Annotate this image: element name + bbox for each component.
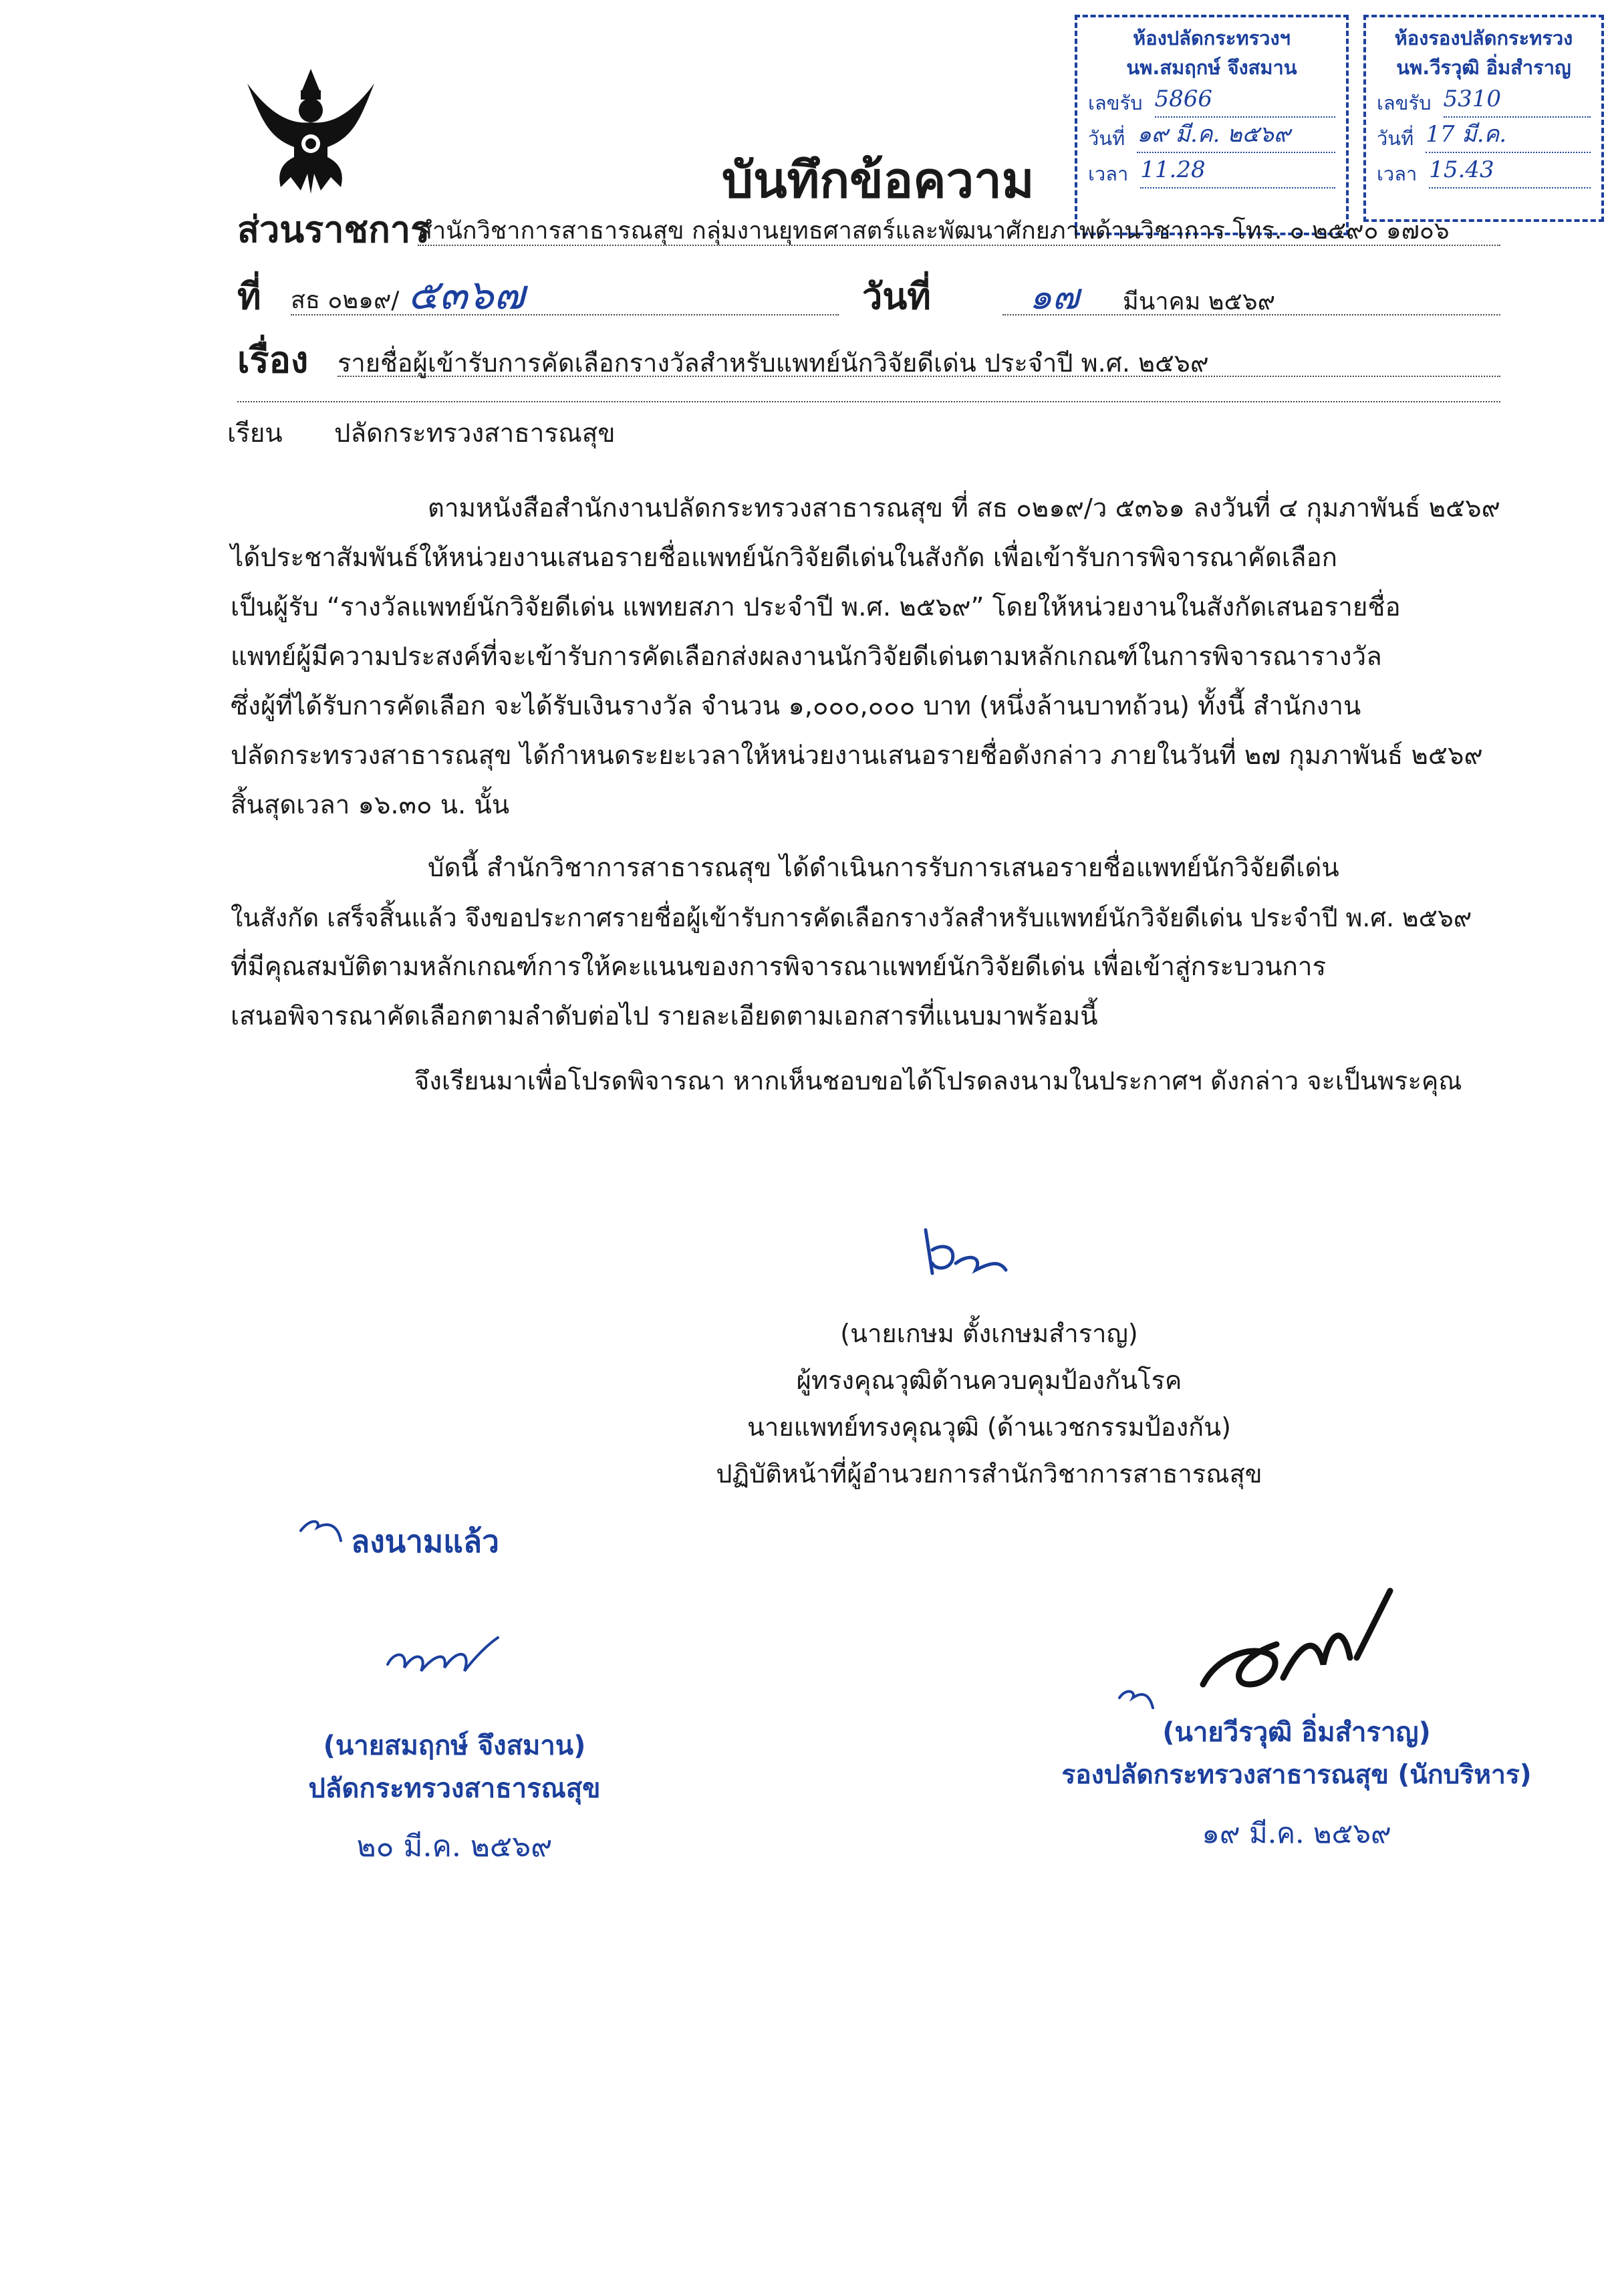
date-rest: มีนาคม ๒๕๖๙ xyxy=(1123,288,1276,315)
paragraph-1-line: ซึ่งผู้ที่ได้รับการคัดเลือก จะได้รับเงินรางวัล จำนวน ๑,๐๐๐,๐๐๐ บาท (หนึ่งล้านบาทถ้วน) ทั้งนี้ สำนักงาน xyxy=(231,691,1361,721)
stamp-date-value: 17 มี.ค. xyxy=(1426,118,1591,153)
paragraph-1-line: ตามหนังสือสำนักงานปลัดกระทรวงสาธารณสุข ที่ สธ ๐๒๑๙/ว ๕๓๖๑ ลงวันที่ ๔ กุมภาพันธ์ ๒๕๖๙ xyxy=(428,493,1500,523)
agency-dotline xyxy=(418,245,1500,246)
signer-position-3: ปฏิบัติหน้าที่ผู้อำนวยการสำนักวิชาการสาธารณสุข xyxy=(716,1459,1262,1489)
signer-signature xyxy=(916,1223,1009,1290)
paragraph-1-line: ปลัดกระทรวงสาธารณสุข ได้กำหนดระยะเวลาให้หน่วยงานเสนอรายชื่อดังกล่าว ภายในวันที่ ๒๗ กุมภาพันธ์ ๒๕๖๙ xyxy=(231,741,1483,771)
approval-right-signature xyxy=(1190,1584,1403,1704)
stamp-title: ห้องปลัดกระทรวงฯ xyxy=(1133,27,1291,49)
ref-prefix: สธ ๐๒๑๙/ xyxy=(291,287,400,314)
subject-value: รายชื่อผู้เข้ารับการคัดเลือกรางวัลสำหรับแพทย์นักวิจัยดีเด่น ประจำปี พ.ศ. ๒๕๖๙ xyxy=(338,348,1209,378)
stamp-time-label: เวลา xyxy=(1088,162,1129,185)
subject-dotline-2 xyxy=(237,401,1500,402)
receipt-stamp-right xyxy=(1363,15,1604,222)
stamp-date-label: วันที่ xyxy=(1088,126,1125,150)
date-day: ๑๗ xyxy=(1029,275,1079,317)
approval-right-mark xyxy=(1116,1684,1156,1711)
ref-label: ที่ xyxy=(237,275,261,317)
stamp-recv-label: เลขรับ xyxy=(1088,91,1143,114)
stamp-time-label: เวลา xyxy=(1377,162,1418,185)
document-title: บันทึกข้อความ xyxy=(722,152,1035,209)
signer-position-2: นายแพทย์ทรงคุณวุฒิ (ด้านเวชกรรมป้องกัน) xyxy=(747,1412,1231,1442)
subject-label: เรื่อง xyxy=(237,339,309,381)
date-label: วันที่ xyxy=(862,275,931,317)
approval-right-position: รองปลัดกระทรวงสาธารณสุข (นักบริหาร) xyxy=(1061,1760,1532,1790)
approval-left-date: ๒๐ มี.ค. ๒๕๖๙ xyxy=(356,1829,553,1864)
paragraph-1-line: สิ้นสุดเวลา ๑๖.๓๐ น. นั้น xyxy=(231,790,510,820)
paragraph-2-line: ในสังกัด เสร็จสิ้นแล้ว จึงขอประกาศรายชื่อผู้เข้ารับการคัดเลือกรางวัลสำหรับแพทย์นักวิจัยดีเด่น ประจำปี พ.ศ. ๒๕๖๙ xyxy=(231,903,1472,932)
receipt-stamp-left xyxy=(1075,15,1349,235)
stamp-time-value: 15.43 xyxy=(1429,153,1591,188)
garuda-emblem-icon xyxy=(241,63,381,197)
approval-right-block xyxy=(1056,1711,1537,1870)
agency-label: ส่วนราชการ xyxy=(237,209,430,251)
stamp-date-label: วันที่ xyxy=(1377,126,1414,150)
paragraph-2-line: ที่มีคุณสมบัติตามหลักเกณฑ์การให้คะแนนของการพิจารณาแพทย์นักวิจัยดีเด่น เพื่อเข้าสู่กระบวนการ xyxy=(231,952,1327,982)
stamp-owner: นพ.วีรวุฒิ อิ่มสำราญ xyxy=(1396,55,1571,79)
paragraph-2-line: เสนอพิจารณาคัดเลือกตามลำดับต่อไป รายละเอียดตามเอกสารที่แนบมาพร้อมนี้ xyxy=(231,1001,1098,1031)
approval-left-mark xyxy=(297,1514,344,1547)
stamp-date-value: ๑๙ มี.ค. ๒๕๖๙ xyxy=(1137,118,1335,153)
approval-right-name: (นายวีรวุฒิ อิ่มสำราญ) xyxy=(1162,1717,1431,1748)
stamp-recv-value: 5866 xyxy=(1155,82,1336,118)
stamp-title: ห้องรองปลัดกระทรวง xyxy=(1394,27,1573,49)
signer-position-1: ผู้ทรงคุณวุฒิด้านควบคุมป้องกันโรค xyxy=(796,1366,1182,1395)
paragraph-1-line: แพทย์ผู้มีความประสงค์ที่จะเข้ารับการคัดเลือกส่งผลงานนักวิจัยดีเด่นตามหลักเกณฑ์ในการพิจารณารางวัล xyxy=(231,642,1382,672)
approval-left-block xyxy=(281,1725,628,1884)
agency-value: สำนักวิชาการสาธารณสุข กลุ่มงานยุทธศาสตร์และพัฒนาศักยภาพด้านวิชาการ โทร. ๐ ๒๕๙๐ ๑๗๐๖ xyxy=(418,217,1450,245)
approval-left-signature xyxy=(381,1631,501,1691)
signer-block xyxy=(668,1310,1310,1497)
stamp-time-value: 11.28 xyxy=(1140,153,1335,188)
stamp-recv-label: เลขรับ xyxy=(1377,91,1432,114)
salutation-label: เรียน xyxy=(227,418,283,449)
approval-left-position: ปลัดกระทรวงสาธารณสุข xyxy=(308,1773,601,1804)
ref-number: ๕๓๖๗ xyxy=(408,270,525,319)
approval-left-note: ลงนามแล้ว xyxy=(351,1523,499,1559)
paragraph-1-line: เป็นผู้รับ “รางวัลแพทย์นักวิจัยดีเด่น แพทยสภา ประจำปี พ.ศ. ๒๕๖๙” โดยให้หน่วยงานในสังกัดเสนอรายชื่อ xyxy=(231,592,1401,622)
approval-right-date: ๑๙ มี.ค. ๒๕๖๙ xyxy=(1202,1817,1391,1849)
ref-dotline xyxy=(291,314,839,315)
salutation-value: ปลัดกระทรวงสาธารณสุข xyxy=(334,418,616,449)
date-dotline xyxy=(1002,314,1500,315)
paragraph-3: จึงเรียนมาเพื่อโปรดพิจารณา หากเห็นชอบขอได้โปรดลงนามในประกาศฯ ดังกล่าว จะเป็นพระคุณ xyxy=(414,1066,1462,1096)
signer-name: (นายเกษม ตั้งเกษมสำราญ) xyxy=(840,1319,1138,1348)
stamp-owner: นพ.สมฤกษ์ จึงสมาน xyxy=(1126,55,1297,79)
paragraph-2-line: บัดนี้ สำนักวิชาการสาธารณสุข ได้ดำเนินการรับการเสนอรายชื่อแพทย์นักวิจัยดีเด่น xyxy=(428,853,1339,883)
approval-left-name: (นายสมฤกษ์ จึงสมาน) xyxy=(323,1731,586,1761)
subject-dotline xyxy=(338,376,1500,377)
paragraph-1-line: ได้ประชาสัมพันธ์ให้หน่วยงานเสนอรายชื่อแพทย์นักวิจัยดีเด่นในสังกัด เพื่อเข้ารับการพิจารณาคัดเลือก xyxy=(231,543,1337,573)
stamp-recv-value: 5310 xyxy=(1444,82,1591,118)
